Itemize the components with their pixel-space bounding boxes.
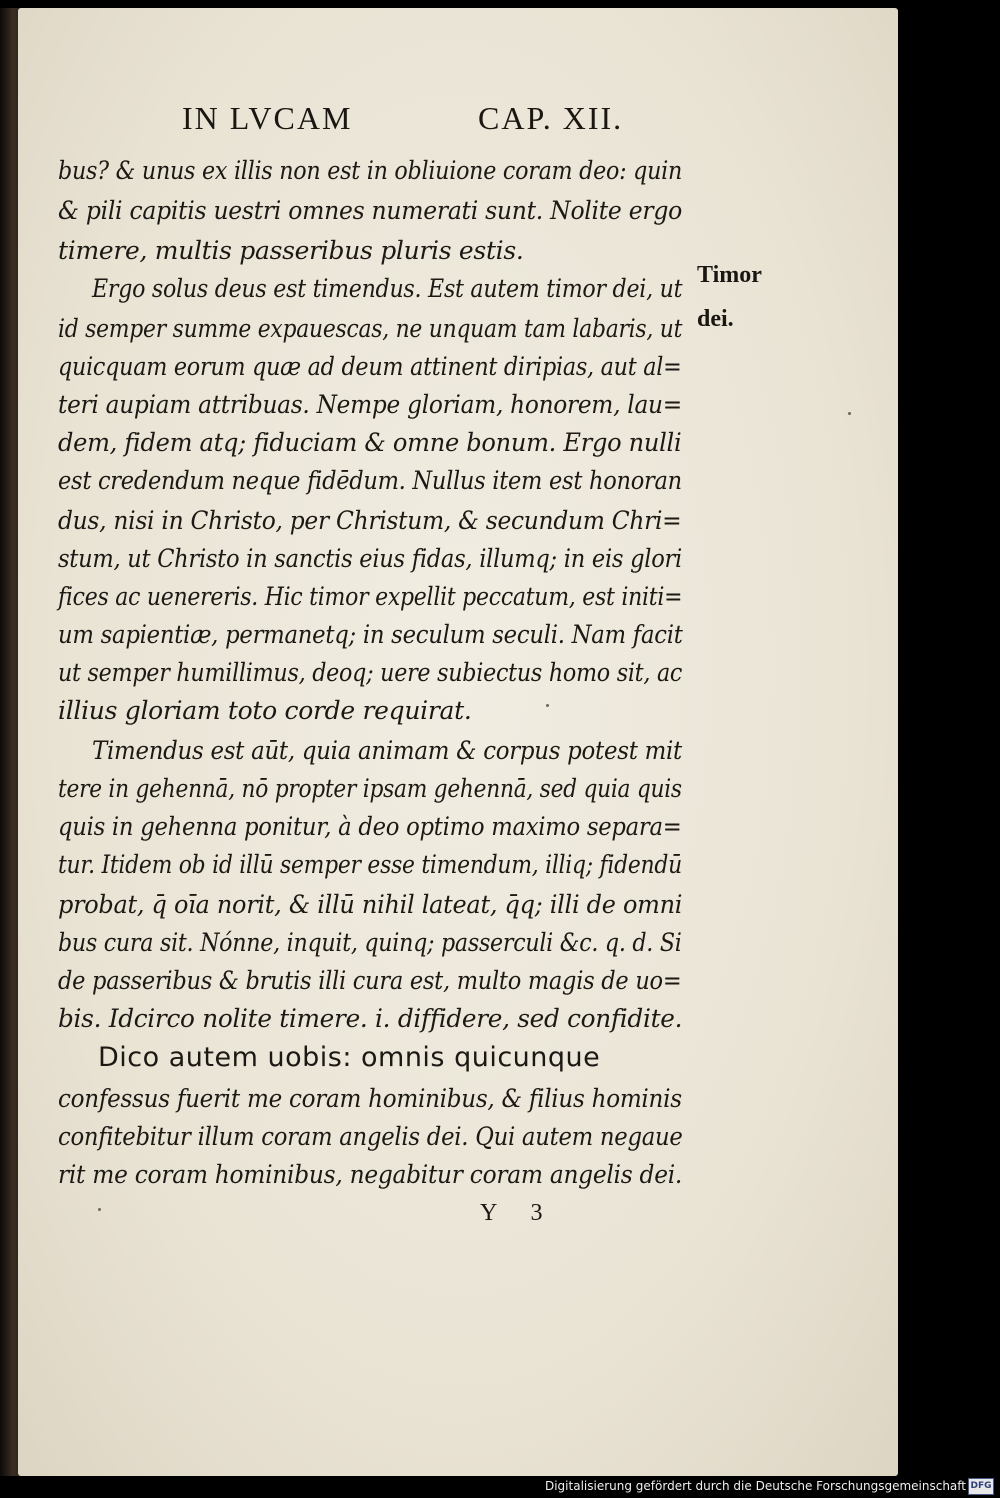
text-line-27: rit me coram hominibus, negabitur coram angelis dei. xyxy=(58,1160,683,1189)
running-head-title: IN LVCAM xyxy=(182,100,353,136)
text-line-24: Dico autem uobis: omnis quicunque xyxy=(98,1042,601,1073)
text-line-5: id semper summe expauescas, ne unquam tam labaris, ut xyxy=(58,314,683,343)
text-line-20: probat, q̄ oīa norit, & illū nihil lateat, q̄q; illi de omni xyxy=(58,890,683,919)
text-line-7: teri aupiam attribuas. Nempe gloriam, honorem, lau= xyxy=(58,390,682,419)
paper-speck xyxy=(98,1208,101,1211)
text-line-18: quis in gehenna ponitur, à deo optimo maximo separa= xyxy=(58,812,682,841)
text-line-2: & pili capitis uestri omnes numerati sunt. Nolite ergo xyxy=(58,196,682,225)
text-line-25: confessus fuerit me coram hominibus, & filius hominis xyxy=(58,1084,682,1113)
text-line-3: timere, multis passeribus pluris estis. xyxy=(58,236,524,265)
text-line-1: bus? & unus ex illis non est in obliuione coram deo: quin xyxy=(58,156,683,185)
text-line-19: tur. Itidem ob id illū semper esse timendum, illiq; fidendū xyxy=(58,850,682,879)
text-line-26: confitebitur illum coram angelis dei. Qui autem negaue xyxy=(58,1122,683,1151)
footer-bar xyxy=(0,1476,1000,1498)
margin-note-line-2: dei. xyxy=(697,306,734,332)
paper-speck xyxy=(546,704,549,707)
text-line-16: Timendus est aūt, quia animam & corpus potest mit xyxy=(92,736,682,765)
text-line-21: bus cura sit. Nónne, inquit, quinq; passerculi &c. q. d. Si xyxy=(58,928,682,957)
text-line-12: fices ac uenereris. Hic timor expellit peccatum, est initi= xyxy=(58,582,683,611)
paper-speck xyxy=(848,412,851,415)
text-line-4: Ergo solus deus est timendus. Est autem timor dei, ut xyxy=(92,274,683,303)
running-head-chapter: CAP. XII. xyxy=(478,100,624,136)
text-line-22: de passeribus & brutis illi cura est, multo magis de uo= xyxy=(58,966,682,995)
text-line-8: dem, fidem atq; fiduciam & omne bonum. Ergo nulli xyxy=(58,428,682,457)
dfg-logo: DFG xyxy=(968,1478,994,1495)
margin-note-line-1: Timor xyxy=(697,262,762,288)
text-line-13: um sapientiæ, permanetq; in seculum seculi. Nam facit xyxy=(58,620,683,649)
funding-credit: Digitalisierung gefördert durch die Deutsche Forschungsgemeinschaft xyxy=(544,1479,966,1493)
text-line-14: ut semper humillimus, deoq; uere subiectus homo sit, ac xyxy=(58,658,683,687)
text-line-11: stum, ut Christo in sanctis eius fidas, illumq; in eis glori xyxy=(58,544,682,573)
text-line-15: illius gloriam toto corde requirat. xyxy=(58,696,472,725)
text-line-17: tere in gehennā, nō propter ipsam gehennā, sed quia quis xyxy=(58,774,682,803)
text-line-9: est credendum neque fidēdum. Nullus item est honoran xyxy=(58,466,682,495)
text-line-23: bis. Idcirco nolite timere. i. diffidere, sed confidite. xyxy=(58,1004,683,1033)
signature-mark: Y 3 xyxy=(480,1200,557,1226)
text-line-6: quicquam eorum quæ ad deum attinent diripias, aut al= xyxy=(58,352,682,381)
text-line-10: dus, nisi in Christo, per Christum, & secundum Chri= xyxy=(58,506,682,535)
